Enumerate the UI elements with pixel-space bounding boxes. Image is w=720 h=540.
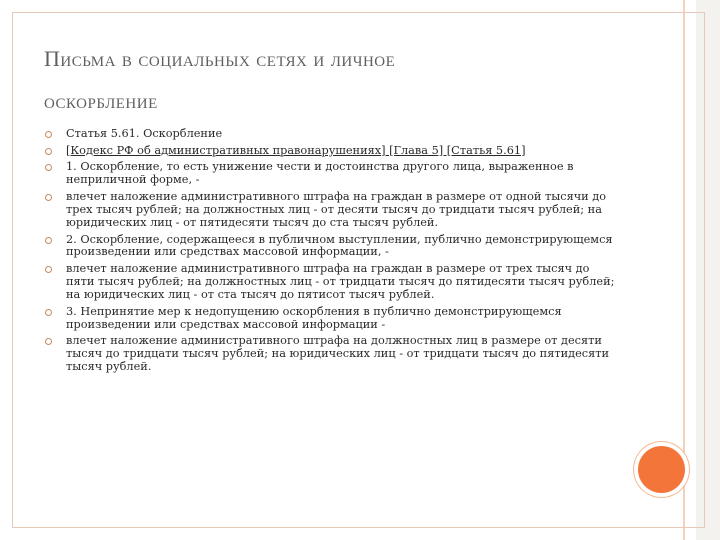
bullet-circle-icon <box>45 164 52 171</box>
bullet-circle-icon <box>45 266 52 273</box>
slide-title <box>44 38 604 122</box>
bullet-circle-icon <box>45 309 52 316</box>
slide-title-line-1: Письма в социальных сетях и личное <box>44 46 396 71</box>
bullet-list <box>44 128 620 378</box>
list-item-text: влечет наложение административного штрафа на граждан в размере от трех тысяч до пяти тысяч рублей; на должностных лиц - от тридцати тысяч до пятидесяти тысяч рублей; на юридических лиц - от ста тысяч до пятисот тысяч рублей. <box>66 262 615 301</box>
list-item-penalty-3 <box>44 335 620 374</box>
list-item-text: 3. Непринятие мер к недопущению оскорбления в публично демонстрирующемся произведении или средствах массовой информации - <box>66 304 562 331</box>
list-item-text: влечет наложение административного штрафа на граждан в размере от одной тысячи до трех тысяч рублей; на должностных лиц - от десяти тысяч до тридцати тысяч рублей; на юридических лиц - от пятидесяти тысяч до ста тысяч рублей. <box>66 190 607 229</box>
bullet-circle-icon <box>45 148 52 155</box>
list-item-part-2 <box>44 234 620 260</box>
bullet-circle-icon <box>45 131 52 138</box>
list-item-text: влечет наложение административного штрафа на должностных лиц в размере от десяти тысяч до тридцати тысяч рублей; на юридических лиц - от тридцати тысяч до пятидесяти тысяч рублей. <box>66 334 609 374</box>
list-item-text: 2. Оскорбление, содержащееся в публичном выступлении, публично демонстрирующемся произведении или средствах массовой информации, - <box>66 232 613 259</box>
code-reference-link[interactable]: [Кодекс РФ об административных правонарушениях] [Глава 5] [Статья 5.61] <box>66 143 526 157</box>
list-item-text: Статья 5.61. Оскорбление <box>66 127 223 140</box>
slide-title-line-2: оскорбление <box>44 88 158 113</box>
list-item-penalty-2 <box>44 263 620 302</box>
list-item-part-3 <box>44 306 620 332</box>
bullet-circle-icon <box>45 194 52 201</box>
list-item-article-heading <box>44 128 620 141</box>
list-item-penalty-1 <box>44 191 620 230</box>
bullet-circle-icon <box>45 338 52 345</box>
list-item-code-reference[interactable] <box>44 145 620 158</box>
bullet-circle-icon <box>45 237 52 244</box>
list-item-text: 1. Оскорбление, то есть унижение чести и достоинства другого лица, выраженное в неприличной форме, - <box>66 160 574 187</box>
orange-circle-decoration <box>638 446 685 493</box>
list-item-part-1 <box>44 161 620 187</box>
